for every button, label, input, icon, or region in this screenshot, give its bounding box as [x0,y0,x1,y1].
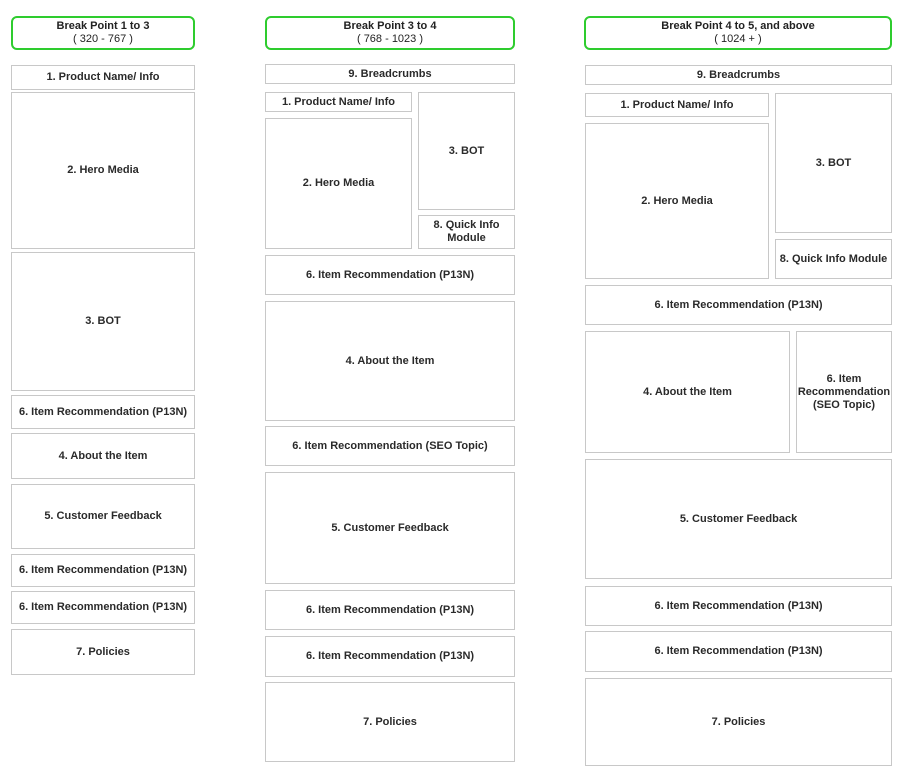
breakpoint-title: Break Point 3 to 4 [343,20,437,32]
block-bot [775,93,892,233]
block-label: 2. Hero Media [641,194,713,207]
block-quick-info [775,239,892,279]
block-label: 6. Item Recommendation (P13N) [654,645,823,657]
block-label: 9. Breadcrumbs [696,68,781,81]
block-label: 4. About the Item [58,449,148,462]
block-label: 3. BOT [448,144,485,157]
block-breadcrumbs [585,65,892,85]
block-item-recommendation-seo [796,331,892,453]
block-hero-media [585,123,769,279]
block-item-recommendation-seo [265,426,515,466]
block-label: 7. Policies [76,645,130,658]
block-label: 6. Item Recommendation (P13N) [305,268,475,281]
block-label: 5. Customer Feedback [44,510,162,522]
block-label: 6. Item Recommendation (P13N) [305,603,475,616]
block-item-recommendation [265,636,515,677]
block-customer-feedback [265,472,515,584]
block-label: 6. Item Recommendation (SEO Topic) [292,439,488,452]
block-policies [585,678,892,766]
block-bot [418,92,515,210]
breakpoint-range: ( 1024 + ) [714,33,762,45]
block-customer-feedback [11,484,195,549]
breakpoint-range: ( 768 - 1023 ) [356,33,424,45]
block-label: 6. Item Recommendation (SEO Topic) [797,372,891,411]
breakpoint-header-2 [265,16,515,50]
block-quick-info [418,215,515,249]
block-label: 8. Quick Info Module [779,252,888,265]
breakpoint-header-3 [584,16,892,50]
block-item-recommendation [585,631,892,672]
block-label: 1. Product Name/ Info [620,98,734,111]
block-about-item [265,301,515,421]
block-item-recommendation [265,255,515,295]
block-label: 4. About the Item [345,354,435,367]
block-label: 6. Item Recommendation (P13N) [305,650,475,662]
block-label: 5. Customer Feedback [331,521,449,534]
block-label: 9. Breadcrumbs [348,67,432,80]
block-policies [11,629,195,675]
breakpoint-title: Break Point 1 to 3 [56,20,150,32]
block-label: 6. Item Recommendation (P13N) [654,599,823,612]
block-policies [265,682,515,762]
block-label: 3. BOT [815,156,852,169]
breakpoint-range: ( 320 - 767 ) [73,33,133,45]
block-label: 7. Policies [711,715,766,728]
block-label: 2. Hero Media [67,164,139,176]
block-bot [11,252,195,391]
block-label: 4. About the Item [643,385,732,398]
block-product-name [11,65,195,90]
breakpoint-title: Break Point 4 to 5, and above [661,20,815,32]
block-customer-feedback [585,459,892,579]
block-label: 5. Customer Feedback [679,512,798,525]
block-hero-media [265,118,412,249]
block-label: 6. Item Recommendation (P13N) [18,405,188,418]
block-item-recommendation [11,554,195,587]
block-label: 8. Quick Info Module [433,219,500,244]
block-label: 1. Product Name/ Info [46,71,160,83]
block-label: 6. Item Recommendation (P13N) [18,564,188,576]
block-label: 7. Policies [363,715,417,728]
breakpoint-header-1 [11,16,195,50]
block-item-recommendation [585,285,892,325]
block-item-recommendation [11,395,195,429]
block-product-name [585,93,769,117]
block-item-recommendation [11,591,195,624]
block-product-name [265,92,412,112]
block-label: 6. Item Recommendation (P13N) [654,298,823,311]
block-label: 2. Hero Media [302,177,375,189]
block-label: 1. Product Name/ Info [281,95,396,108]
block-item-recommendation [265,590,515,630]
block-about-item [585,331,790,453]
block-hero-media [11,92,195,249]
block-label: 6. Item Recommendation (P13N) [18,601,188,613]
block-label: 3. BOT [85,315,121,327]
block-about-item [11,433,195,479]
block-breadcrumbs [265,64,515,84]
block-item-recommendation [585,586,892,626]
